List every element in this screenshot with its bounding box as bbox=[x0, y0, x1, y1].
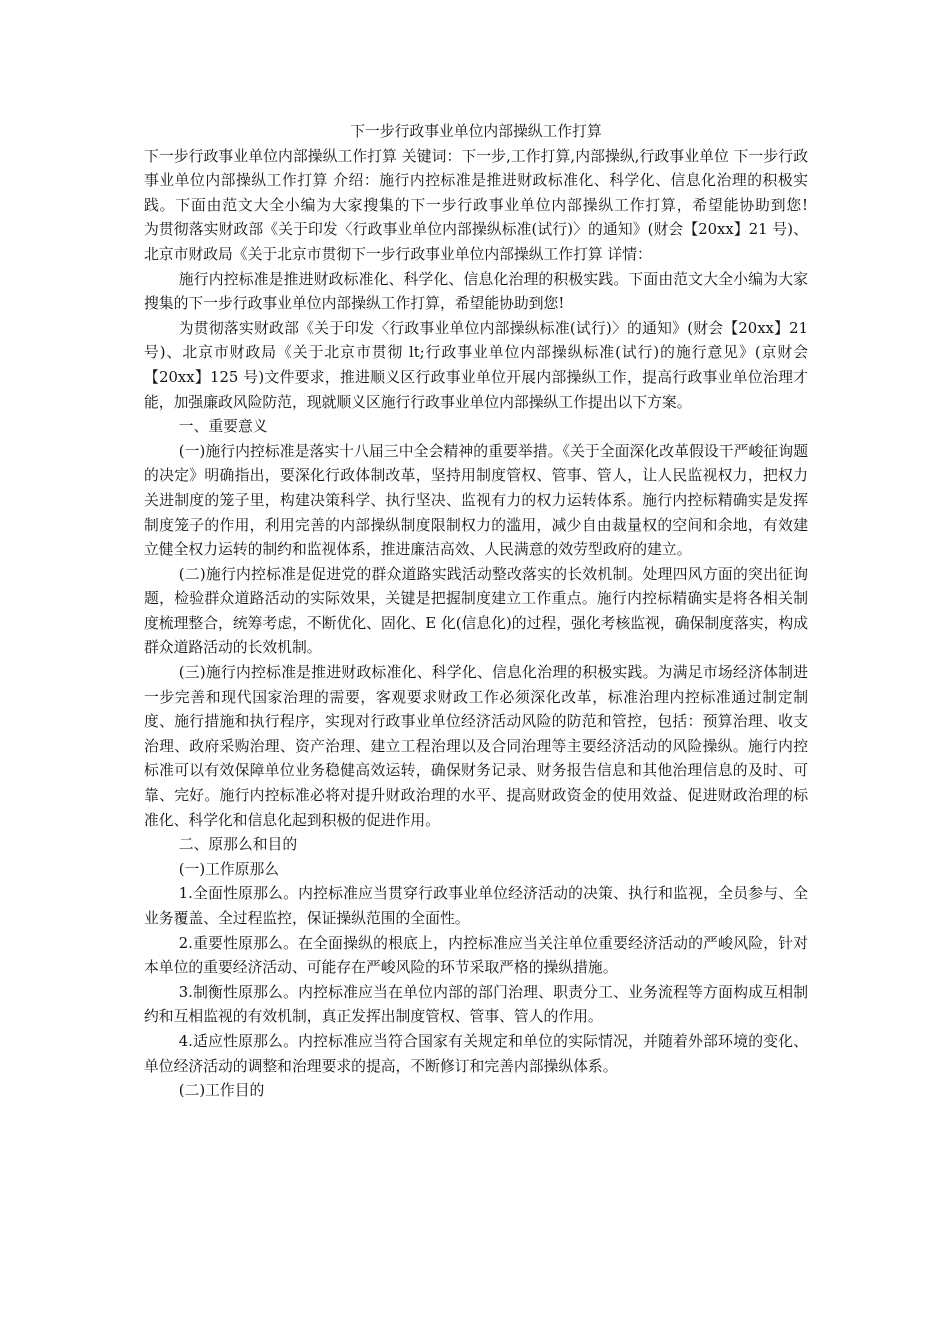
paragraph-significance-1: (一)施行内控标准是落实十八届三中全会精神的重要举措。《关于全面深化改革假设干严峻征询题的决定》明确指出，要深化行政体制改革，坚持用制度管权、管事、管人，让人民监视权力，把权力关进制度的笼子里，构建决策科学、执行坚决、监视有力的权力运转体系。施行内控标精确实是发挥制度笼子的作用，利用完善的内部操纵制度限制权力的滥用，减少自由裁量权的空间和余地，有效建立健全权力运转的制约和监视体系，推进廉洁高效、人民满意的效劳型政府的建立。 bbox=[144, 442, 808, 559]
document-meta: 下一步行政事业单位内部操纵工作打算 关键词：下一步,工作打算,内部操纵,行政事业单位 下一步行政事业单位内部操纵工作打算 介绍：施行内控标准是推进财政标准化、科学化、信息化治理的积极实践。下面由范文大全小编为大家搜集的下一步行政事业单位内部操纵工作打算，希望能协助到您! 为贯彻落实财政部《关于印发〈行政事业单位内部操纵标准(试行)〉的通知》(财会【20xx】21 号)、北京市财政局《关于北京市贯彻下一步行政事业单位内部操纵工作打算 详情： bbox=[144, 147, 838, 263]
paragraph-significance-3: (三)施行内控标准是推进财政标准化、科学化、信息化治理的积极实践。为满足市场经济体制进一步完善和现代国家治理的需要，客观要求财政工作必须深化改革，标准治理内控标准通过制定制度、施行措施和执行程序，实现对行政事业单位经济活动风险的防范和管控，包括：预算治理、收支治理、政府采购治理、资产治理、建立工程治理以及合同治理等主要经济活动的风险操纵。施行内控标准可以有效保障单位业务稳健高效运转，确保财务记录、财务报告信息和其他治理信息的及时、可靠、完好。施行内控标准必将对提升财政治理的水平、提高财政资金的使用效益、促进财政治理的标准化、科学化和信息化起到积极的促进作用。 bbox=[144, 664, 808, 829]
document-page bbox=[144, 120, 838, 1104]
subsection-heading-goals: (二)工作目的 bbox=[178, 1082, 265, 1100]
paragraph-principle-3: 3.制衡性原那么。内控标准应当在单位内部的部门治理、职责分工、业务流程等方面构成互相制约和互相监视的有效机制，真正发挥出制度管权、管事、管人的作用。 bbox=[144, 983, 808, 1026]
paragraph-principle-2: 2.重要性原那么。在全面操纵的根底上，内控标准应当关注单位重要经济活动的严峻风险，针对本单位的重要经济活动、可能存在严峻风险的环节采取严格的操纵措施。 bbox=[144, 934, 808, 977]
paragraph-principle-1: 1.全面性原那么。内控标准应当贯穿行政事业单位经济活动的决策、执行和监视，全员参与、全业务覆盖、全过程监控，保证操纵范围的全面性。 bbox=[144, 885, 808, 927]
paragraph-intro: 施行内控标准是推进财政标准化、科学化、信息化治理的积极实践。下面由范文大全小编为大家搜集的下一步行政事业单位内部操纵工作打算，希望能协助到您! bbox=[144, 270, 808, 313]
paragraph-principle-4: 4.适应性原那么。内控标准应当符合国家有关规定和单位的实际情况，并随着外部环境的变化、单位经济活动的调整和治理要求的提高，不断修订和完善内部操纵体系。 bbox=[144, 1032, 808, 1075]
section-heading-1: 一、重要意义 bbox=[178, 418, 268, 436]
paragraph-background: 为贯彻落实财政部《关于印发〈行政事业单位内部操纵标准(试行)〉的通知》(财会【20xx】21 号)、北京市财政局《关于北京市贯彻 lt;行政事业单位内部操纵标准(试行)的施行意见》(京财会【20xx】125 号)文件要求，推进顺义区行政事业单位开展内部操纵工作，提高行政事业单位治理才能，加强廉政风险防范，现就顺义区施行行政事业单位内部操纵工作提出以下方案。 bbox=[144, 319, 808, 411]
document-title: 下一步行政事业单位内部操纵工作打算 bbox=[350, 123, 602, 140]
subsection-heading-principles: (一)工作原那么 bbox=[178, 860, 280, 878]
section-heading-2: 二、原那么和目的 bbox=[178, 836, 298, 854]
paragraph-significance-2: (二)施行内控标准是促进党的群众道路实践活动整改落实的长效机制。处理四风方面的突出征询题，检验群众道路活动的实际效果，关键是把握制度建立工作重点。施行内控标精确实是将各相关制度梳理整合，统筹考虑，不断优化、固化、E 化(信息化)的过程，强化考核监视，确保制度落实，构成群众道路活动的长效机制。 bbox=[144, 565, 808, 657]
